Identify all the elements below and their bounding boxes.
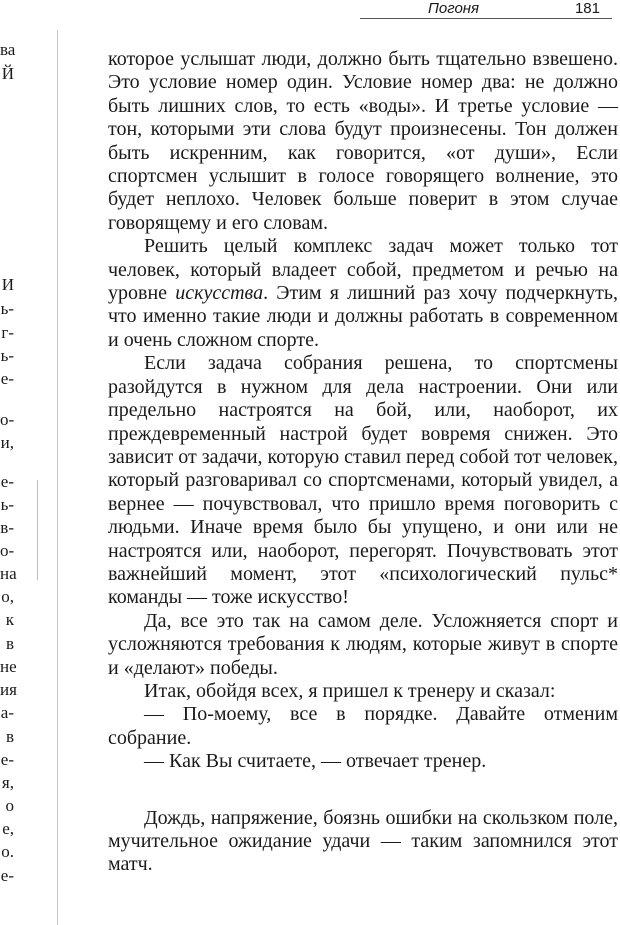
- margin-fragment: е-: [0, 472, 14, 491]
- margin-fragment: ь-: [0, 299, 14, 318]
- gutter-divider: [57, 30, 58, 925]
- margin-fragment: о-: [0, 410, 15, 429]
- margin-fragment: е-: [0, 369, 14, 388]
- emphasis: искусства: [175, 282, 264, 305]
- margin-fragment: Й: [1, 64, 14, 83]
- margin-fragment: в: [5, 727, 14, 746]
- margin-fragment: о.: [1, 842, 14, 861]
- facing-page-edge: [37, 480, 38, 580]
- margin-fragment: а-: [0, 703, 14, 722]
- paragraph: которое услышат люди, должно быть тщательно взвешено. Это условие номер один. Условие номер два: не должно быть лишних слов, то есть «воды». И третье условие — тон, которыми эти слова будут произнесены. Тон должен быть искренним, как говорится, «от души», Если спортсмен услышит в голосе говорящего волнение, это будет неплохо. Человек больше поверит в этом случае говорящему и его словам.: [108, 48, 618, 234]
- paragraph: Решить целый комплекс задач может только тот человек, который владеет собой, предметом и речью на уровне искусства. Этим я лишний раз хочу подчеркнуть, что именно такие люди и должны работать в современном и очень сложном спорте.: [108, 235, 618, 351]
- margin-fragment: ь-: [0, 495, 14, 514]
- running-header: [360, 0, 612, 19]
- paragraph: Если задача собрания решена, то спортсмены разойдутся в нужном для дела настроении. Они или предельно настроятся на бой, или, наоборот, их преждевременный настрой будет вовремя снижен. Это зависит от задачи, которую ставил перед собой тот человек, который разговаривал со спортсменами, который увидел, а вернее — почувствовал, что пришло время поговорить с людьми. Иначе время было бы упущено, и они или не настроятся или, наоборот, перегорят. Почувствовать этот важнейший момент, этот «психологический пульс* команды — тоже искусство!: [108, 352, 618, 609]
- page-number: 181: [574, 0, 600, 17]
- margin-fragment: е,: [2, 819, 14, 838]
- margin-fragment: в: [5, 634, 14, 653]
- margin-fragment: г-: [1, 323, 14, 342]
- margin-fragment: ия: [0, 680, 17, 699]
- margin-fragment: о,: [1, 587, 14, 606]
- dialogue-line: — Как Вы считаете, — отвечает тренер.: [144, 750, 487, 773]
- paragraph: Да, все это так на самом деле. Усложняется спорт и усложняются требования к людям, которые живут в спорте и «делают» победы.: [108, 609, 618, 679]
- chapter-title: Погоня: [428, 0, 480, 17]
- margin-fragment: на: [0, 564, 17, 583]
- margin-fragment: не: [0, 657, 17, 676]
- main-text-column: [108, 48, 618, 877]
- margin-fragment: ь-: [0, 346, 14, 365]
- margin-fragment: е-: [0, 750, 14, 769]
- section-break: [108, 774, 618, 807]
- margin-fragment: я,: [1, 773, 14, 792]
- margin-fragment: и,: [0, 433, 14, 452]
- margin-fragment: о: [5, 796, 14, 815]
- paragraph: Итак, обойдя всех, я пришел к тренеру и сказал:: [144, 679, 556, 702]
- margin-fragment: е-: [0, 866, 14, 885]
- margin-fragment: И: [1, 275, 14, 294]
- margin-fragment: ва: [0, 40, 16, 59]
- margin-fragment: о-: [0, 541, 15, 560]
- dialogue-line: — По-моему, все в порядке. Давайте отменим собрание.: [108, 703, 618, 749]
- margin-fragment: к: [5, 610, 14, 629]
- paragraph: Дождь, напряжение, боязнь ошибки на скользком поле, мучительное ожидание удачи — таким запомнился этот матч.: [108, 806, 618, 876]
- margin-fragment: в-: [0, 518, 14, 537]
